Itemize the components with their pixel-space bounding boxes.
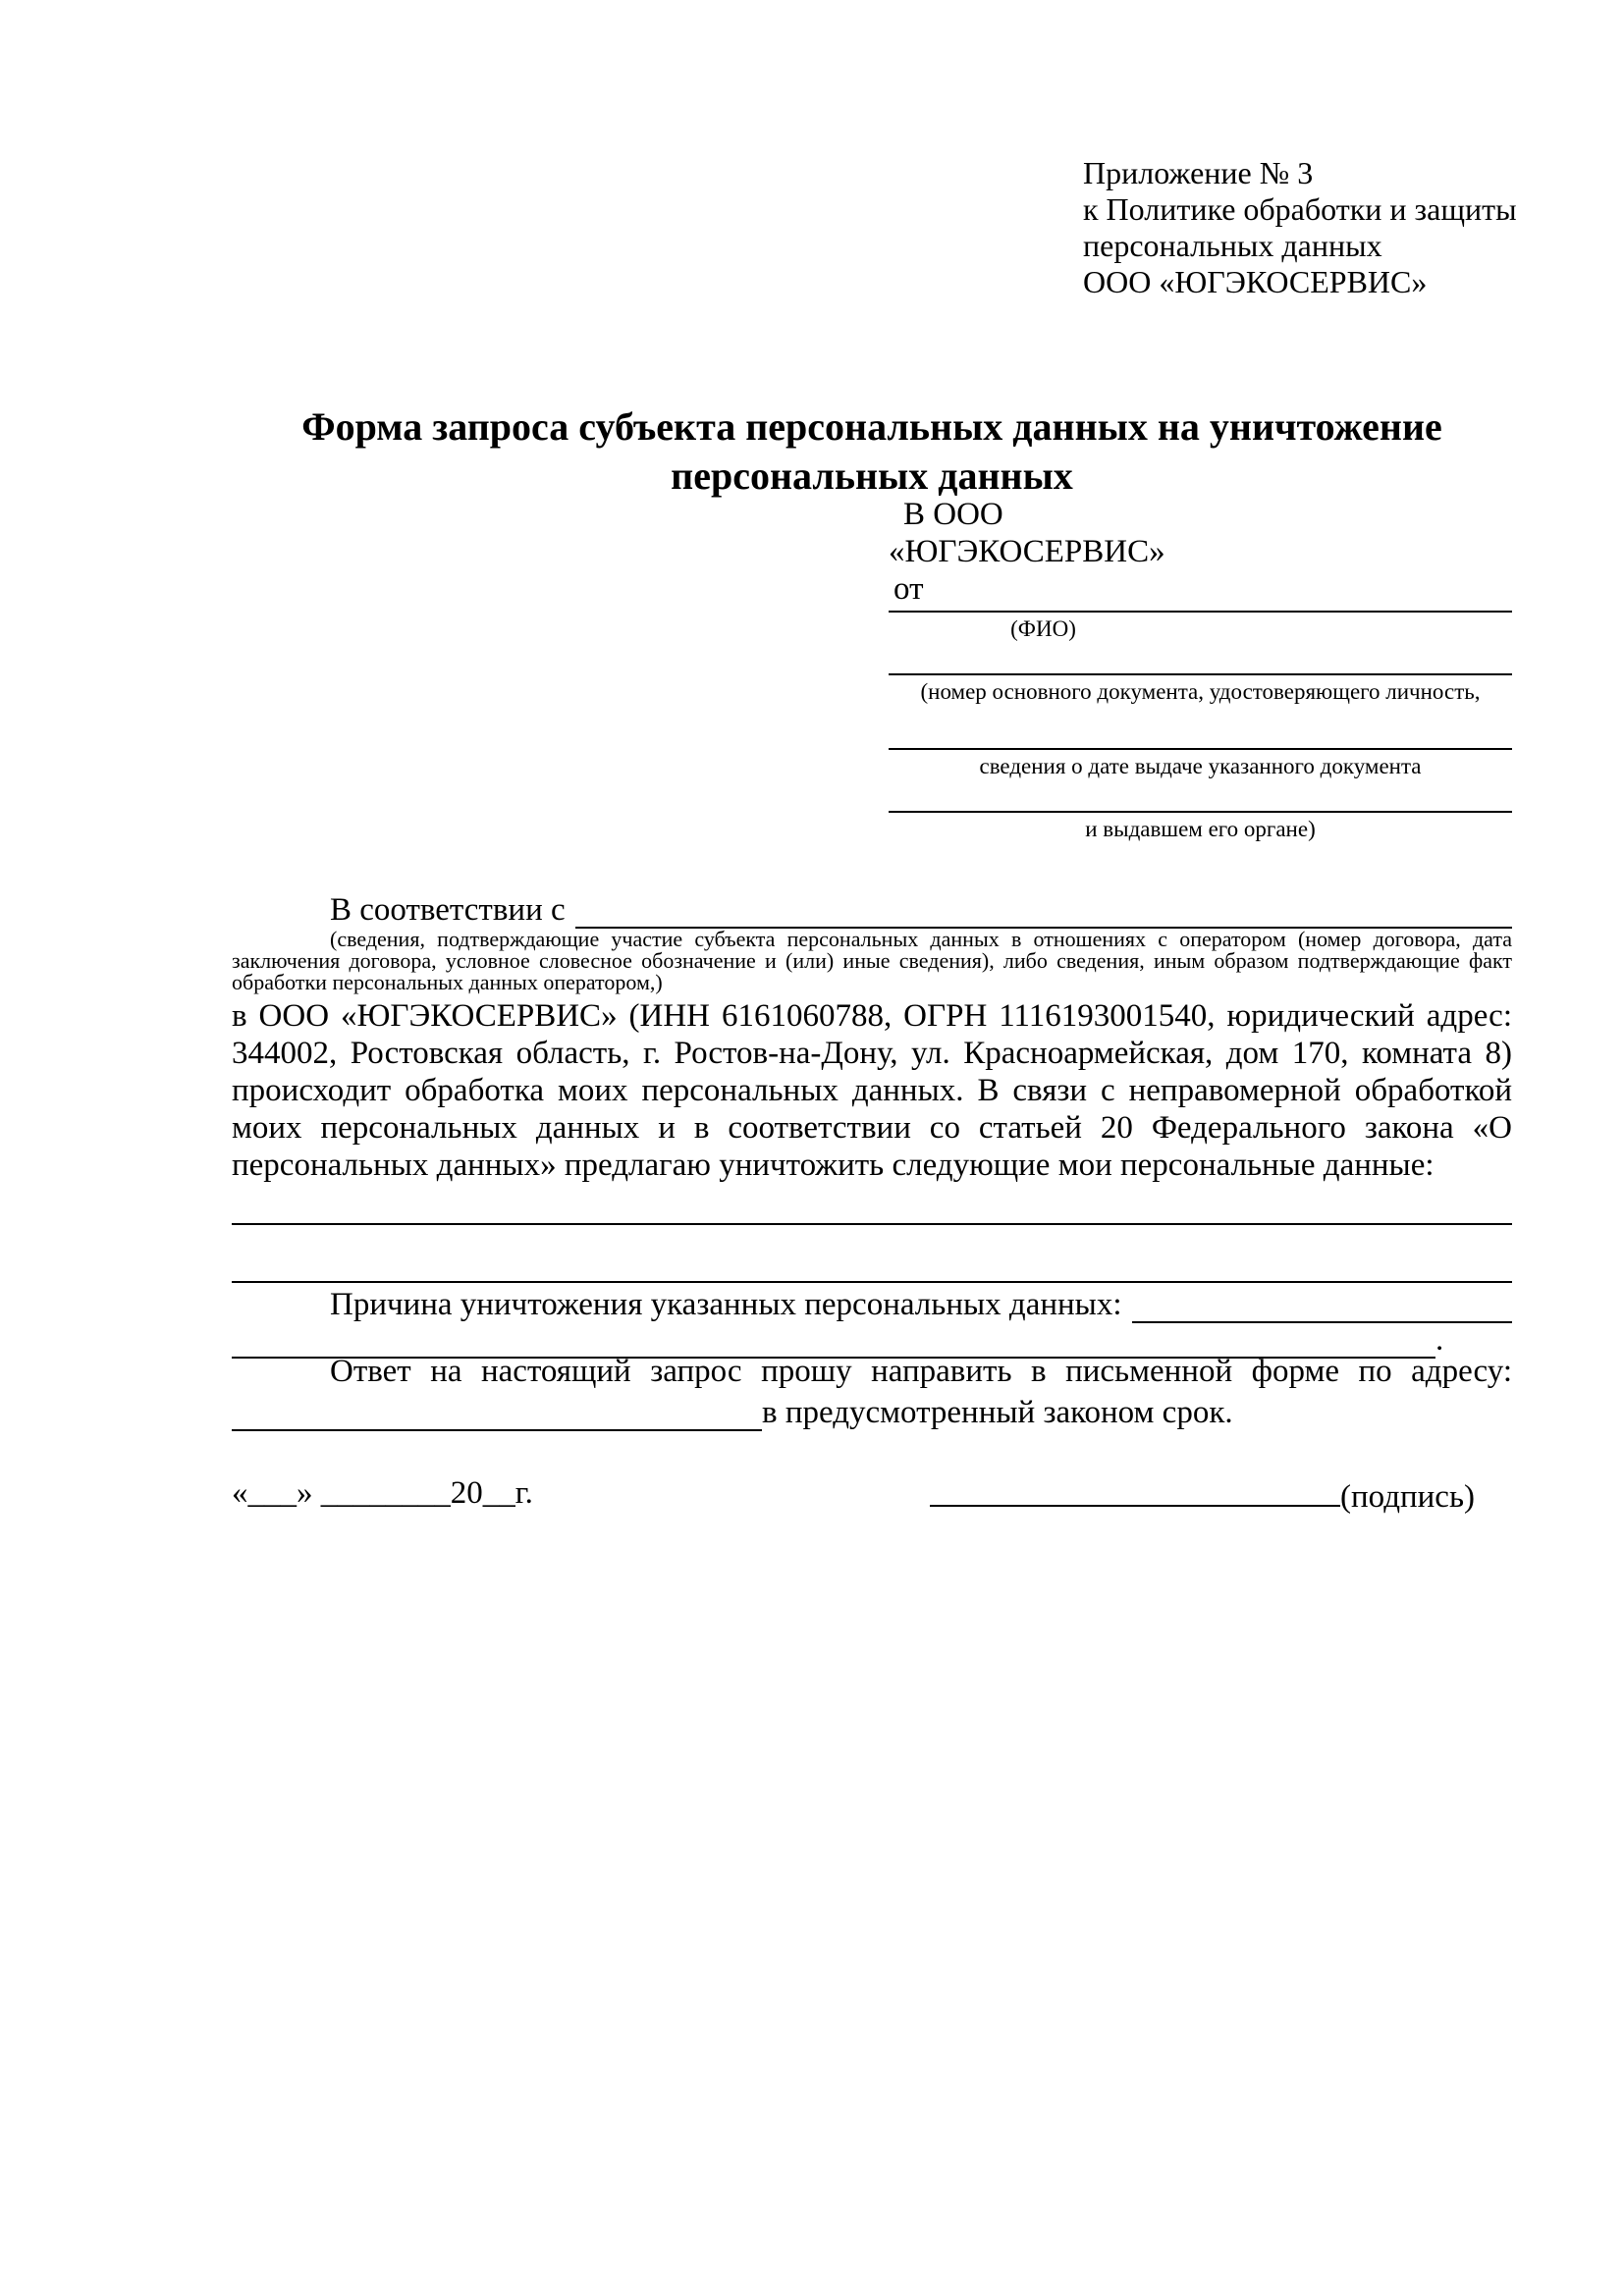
reason-row (232, 1286, 1512, 1323)
doc-issue-date-input-line[interactable] (889, 748, 1512, 750)
date-fill-line[interactable]: «___» ________20__г. (232, 1475, 533, 1511)
addressee-org-name: «ЮГЭКОСЕРВИС» (889, 534, 1165, 569)
fio-input-line[interactable] (889, 611, 1512, 613)
doc-issue-date-caption: сведения о дате выдаче указанного документа (979, 754, 1422, 778)
signature-input-line[interactable] (930, 1474, 1340, 1507)
document-title-line2: персональных данных (671, 454, 1073, 498)
accordance-lead: В соответствии с (330, 892, 566, 928)
signature-row (930, 1474, 1475, 1516)
doc-number-caption: (номер основного документа, удостоверяющего личность, (920, 679, 1481, 704)
reason-label: Причина уничтожения указанных персональных данных: (330, 1287, 1122, 1322)
appendix-header (1083, 155, 1517, 300)
addressee-from-label: от (893, 571, 924, 607)
addressee-org-prefix: В ООО (903, 497, 1003, 532)
personal-data-input-line-1[interactable] (232, 1223, 1512, 1225)
doc-issuer-input-line[interactable] (889, 811, 1512, 813)
term-row (232, 1394, 1233, 1431)
document-title-line1: Форма запроса субъекта персональных данных на уничтожение (301, 404, 1442, 449)
reason-input-line[interactable] (1132, 1286, 1512, 1323)
appendix-header-line: к Политике обработки и защиты (1083, 191, 1517, 227)
appendix-header-line: Приложение № 3 (1083, 155, 1314, 190)
fio-caption: (ФИО) (1010, 616, 1076, 641)
document-title (232, 402, 1512, 501)
doc-issuer-caption: и выдавшем его органе) (1085, 817, 1316, 841)
addressee-block (889, 496, 1165, 608)
accordance-note: (сведения, подтверждающие участие субъекта персональных данных в отношениях с оператором (номер договора, дата заключения договора, условное словесное обозначение и (или) иные сведения), либо сведения, иным образом подтверждающие факт обработки персональных данных оператором,) (232, 927, 1512, 994)
appendix-header-line: персональных данных (1083, 228, 1382, 263)
personal-data-input-line-2[interactable] (232, 1281, 1512, 1283)
accordance-input-line[interactable] (575, 891, 1512, 929)
line-terminator: . (1435, 1322, 1444, 1358)
signature-caption: (подпись) (1340, 1479, 1475, 1515)
doc-number-input-line[interactable] (889, 673, 1512, 675)
address-input-line[interactable] (232, 1394, 762, 1431)
body-paragraph: в ООО «ЮГЭКОСЕРВИС» (ИНН 6161060788, ОГРН 1116193001540, юридический адрес: 344002, Ростовская область, г. Ростов-на-Дону, ул. Красноармейская, дом 170, комната 8) происходит обработка моих персональных данных. В связи с неправомерной обработкой моих персональных данных и в соответствии со статьей 20 Федерального закона «О персональных данных» предлагаю уничтожить следующие мои персональные данные: (232, 998, 1512, 1183)
term-text: в предусмотренный законом срок. (762, 1395, 1233, 1430)
accordance-row (232, 891, 1512, 929)
appendix-header-line: ООО «ЮГЭКОСЕРВИС» (1083, 264, 1428, 299)
answer-paragraph: Ответ на настоящий запрос прошу направить в письменной форме по адресу: (330, 1354, 1512, 1389)
